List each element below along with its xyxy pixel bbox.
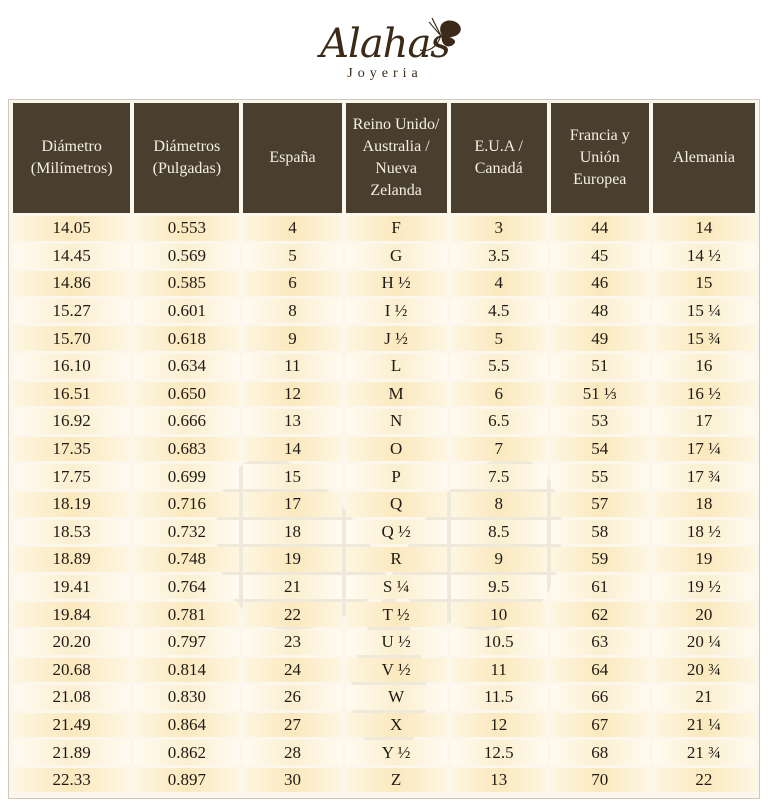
table-row [13, 658, 755, 683]
cell-diametro-pulgadas: 0.683 [134, 437, 239, 462]
cell-eua-canada: 13 [451, 768, 547, 793]
cell-alemania: 15 [653, 271, 755, 296]
table-row [13, 354, 755, 379]
cell-alemania: 20 [653, 602, 755, 627]
cell-eua-canada: 6.5 [451, 409, 547, 434]
cell-diametro-mm: 18.89 [13, 547, 130, 572]
cell-francia-ue: 46 [551, 271, 649, 296]
cell-eua-canada: 10 [451, 602, 547, 627]
cell-alemania: 18 [653, 492, 755, 517]
cell-espana: 17 [243, 492, 341, 517]
cell-alemania: 18 ½ [653, 520, 755, 545]
cell-eua-canada: 11 [451, 658, 547, 683]
cell-francia-ue: 68 [551, 740, 649, 765]
cell-espana: 5 [243, 244, 341, 269]
cell-diametro-pulgadas: 0.748 [134, 547, 239, 572]
cell-diametro-pulgadas: 0.650 [134, 382, 239, 407]
cell-espana: 8 [243, 299, 341, 324]
cell-diametro-pulgadas: 0.634 [134, 354, 239, 379]
cell-eua-canada: 3 [451, 216, 547, 241]
cell-francia-ue: 51 ⅓ [551, 382, 649, 407]
cell-espana: 26 [243, 685, 341, 710]
cell-diametro-mm: 14.86 [13, 271, 130, 296]
cell-diametro-pulgadas: 0.585 [134, 271, 239, 296]
cell-francia-ue: 44 [551, 216, 649, 241]
cell-espana: 23 [243, 630, 341, 655]
table-row [13, 602, 755, 627]
cell-eua-canada: 9.5 [451, 575, 547, 600]
cell-francia-ue: 49 [551, 326, 649, 351]
cell-reino-unido: X [346, 713, 447, 738]
header-francia-ue: Francia y Unión Europea [551, 103, 649, 213]
cell-reino-unido: J ½ [346, 326, 447, 351]
cell-francia-ue: 45 [551, 244, 649, 269]
cell-diametro-pulgadas: 0.830 [134, 685, 239, 710]
cell-diametro-mm: 15.27 [13, 299, 130, 324]
table-row [13, 740, 755, 765]
cell-diametro-mm: 14.05 [13, 216, 130, 241]
cell-alemania: 21 ¾ [653, 740, 755, 765]
cell-francia-ue: 66 [551, 685, 649, 710]
cell-diametro-mm: 20.20 [13, 630, 130, 655]
cell-espana: 12 [243, 382, 341, 407]
cell-eua-canada: 5.5 [451, 354, 547, 379]
cell-reino-unido: Q [346, 492, 447, 517]
cell-alemania: 20 ¼ [653, 630, 755, 655]
table-row [13, 326, 755, 351]
header-diametro-pulgadas: Diámetros (Pulgadas) [134, 103, 239, 213]
cell-francia-ue: 53 [551, 409, 649, 434]
cell-diametro-mm: 19.41 [13, 575, 130, 600]
cell-alemania: 22 [653, 768, 755, 793]
cell-diametro-mm: 14.45 [13, 244, 130, 269]
cell-eua-canada: 12 [451, 713, 547, 738]
cell-alemania: 16 [653, 354, 755, 379]
cell-reino-unido: Q ½ [346, 520, 447, 545]
cell-diametro-mm: 16.51 [13, 382, 130, 407]
cell-diametro-pulgadas: 0.862 [134, 740, 239, 765]
cell-espana: 30 [243, 768, 341, 793]
cell-alemania: 17 ¾ [653, 464, 755, 489]
brand-logo [0, 6, 768, 92]
cell-reino-unido: S ¼ [346, 575, 447, 600]
cell-diametro-pulgadas: 0.699 [134, 464, 239, 489]
cell-espana: 13 [243, 409, 341, 434]
cell-reino-unido: O [346, 437, 447, 462]
cell-alemania: 20 ¾ [653, 658, 755, 683]
header-diametro-mm: Diámetro (Milímetros) [13, 103, 130, 213]
table-row [13, 464, 755, 489]
cell-espana: 9 [243, 326, 341, 351]
table-row [13, 575, 755, 600]
cell-diametro-mm: 16.10 [13, 354, 130, 379]
cell-diametro-pulgadas: 0.569 [134, 244, 239, 269]
cell-espana: 18 [243, 520, 341, 545]
cell-diametro-mm: 21.49 [13, 713, 130, 738]
cell-espana: 19 [243, 547, 341, 572]
cell-reino-unido: I ½ [346, 299, 447, 324]
cell-alemania: 21 [653, 685, 755, 710]
cell-diametro-mm: 22.33 [13, 768, 130, 793]
cell-espana: 22 [243, 602, 341, 627]
table-header-row [13, 103, 755, 213]
table-row [13, 409, 755, 434]
cell-diametro-pulgadas: 0.764 [134, 575, 239, 600]
table-row [13, 382, 755, 407]
cell-francia-ue: 57 [551, 492, 649, 517]
cell-alemania: 19 ½ [653, 575, 755, 600]
cell-diametro-mm: 15.70 [13, 326, 130, 351]
table-row [13, 685, 755, 710]
table-row [13, 299, 755, 324]
cell-diametro-pulgadas: 0.716 [134, 492, 239, 517]
ring-size-table-container [8, 99, 760, 799]
cell-diametro-pulgadas: 0.797 [134, 630, 239, 655]
cell-diametro-pulgadas: 0.601 [134, 299, 239, 324]
cell-francia-ue: 58 [551, 520, 649, 545]
cell-reino-unido: L [346, 354, 447, 379]
cell-eua-canada: 6 [451, 382, 547, 407]
cell-alemania: 19 [653, 547, 755, 572]
cell-reino-unido: F [346, 216, 447, 241]
cell-diametro-mm: 21.89 [13, 740, 130, 765]
cell-alemania: 16 ½ [653, 382, 755, 407]
cell-reino-unido: Y ½ [346, 740, 447, 765]
table-row [13, 630, 755, 655]
cell-alemania: 21 ¼ [653, 713, 755, 738]
cell-francia-ue: 64 [551, 658, 649, 683]
cell-francia-ue: 59 [551, 547, 649, 572]
table-row [13, 520, 755, 545]
cell-francia-ue: 61 [551, 575, 649, 600]
cell-francia-ue: 48 [551, 299, 649, 324]
cell-eua-canada: 4 [451, 271, 547, 296]
cell-eua-canada: 5 [451, 326, 547, 351]
cell-diametro-pulgadas: 0.732 [134, 520, 239, 545]
cell-francia-ue: 70 [551, 768, 649, 793]
cell-espana: 14 [243, 437, 341, 462]
table-row [13, 216, 755, 241]
cell-reino-unido: V ½ [346, 658, 447, 683]
cell-espana: 27 [243, 713, 341, 738]
cell-espana: 28 [243, 740, 341, 765]
cell-diametro-pulgadas: 0.781 [134, 602, 239, 627]
cell-alemania: 15 ¾ [653, 326, 755, 351]
cell-diametro-pulgadas: 0.666 [134, 409, 239, 434]
cell-reino-unido: M [346, 382, 447, 407]
cell-espana: 6 [243, 271, 341, 296]
cell-diametro-mm: 16.92 [13, 409, 130, 434]
cell-diametro-pulgadas: 0.864 [134, 713, 239, 738]
cell-francia-ue: 67 [551, 713, 649, 738]
cell-diametro-pulgadas: 0.618 [134, 326, 239, 351]
table-row [13, 768, 755, 793]
cell-diametro-pulgadas: 0.897 [134, 768, 239, 793]
table-row [13, 437, 755, 462]
cell-diametro-pulgadas: 0.553 [134, 216, 239, 241]
cell-espana: 15 [243, 464, 341, 489]
cell-eua-canada: 3.5 [451, 244, 547, 269]
header-espana: España [243, 103, 341, 213]
cell-reino-unido: W [346, 685, 447, 710]
logo-subtitle: Joyeria [347, 66, 423, 81]
cell-francia-ue: 62 [551, 602, 649, 627]
ring-size-table [9, 100, 759, 795]
cell-reino-unido: H ½ [346, 271, 447, 296]
cell-eua-canada: 8 [451, 492, 547, 517]
cell-espana: 4 [243, 216, 341, 241]
header-eua-canada: E.U.A / Canadá [451, 103, 547, 213]
cell-eua-canada: 9 [451, 547, 547, 572]
table-row [13, 271, 755, 296]
cell-eua-canada: 4.5 [451, 299, 547, 324]
header-reino-unido: Reino Unido/ Australia / Nueva Zelanda [346, 103, 447, 213]
cell-espana: 21 [243, 575, 341, 600]
cell-alemania: 17 ¼ [653, 437, 755, 462]
cell-reino-unido: R [346, 547, 447, 572]
cell-espana: 11 [243, 354, 341, 379]
cell-reino-unido: G [346, 244, 447, 269]
header-alemania: Alemania [653, 103, 755, 213]
table-row [13, 492, 755, 517]
cell-francia-ue: 55 [551, 464, 649, 489]
cell-eua-canada: 11.5 [451, 685, 547, 710]
table-row [13, 713, 755, 738]
cell-reino-unido: N [346, 409, 447, 434]
cell-diametro-mm: 20.68 [13, 658, 130, 683]
cell-espana: 24 [243, 658, 341, 683]
cell-diametro-mm: 18.53 [13, 520, 130, 545]
cell-reino-unido: Z [346, 768, 447, 793]
cell-reino-unido: P [346, 464, 447, 489]
cell-diametro-mm: 21.08 [13, 685, 130, 710]
cell-diametro-pulgadas: 0.814 [134, 658, 239, 683]
cell-alemania: 14 [653, 216, 755, 241]
cell-eua-canada: 8.5 [451, 520, 547, 545]
table-row [13, 244, 755, 269]
cell-eua-canada: 7.5 [451, 464, 547, 489]
cell-eua-canada: 10.5 [451, 630, 547, 655]
cell-alemania: 17 [653, 409, 755, 434]
cell-francia-ue: 63 [551, 630, 649, 655]
cell-francia-ue: 51 [551, 354, 649, 379]
logo-wordmark: Alahas [320, 21, 450, 67]
cell-diametro-mm: 18.19 [13, 492, 130, 517]
cell-eua-canada: 7 [451, 437, 547, 462]
cell-alemania: 14 ½ [653, 244, 755, 269]
cell-diametro-mm: 17.35 [13, 437, 130, 462]
cell-eua-canada: 12.5 [451, 740, 547, 765]
table-row [13, 547, 755, 572]
cell-diametro-mm: 17.75 [13, 464, 130, 489]
cell-reino-unido: T ½ [346, 602, 447, 627]
cell-diametro-mm: 19.84 [13, 602, 130, 627]
cell-reino-unido: U ½ [346, 630, 447, 655]
cell-alemania: 15 ¼ [653, 299, 755, 324]
cell-francia-ue: 54 [551, 437, 649, 462]
